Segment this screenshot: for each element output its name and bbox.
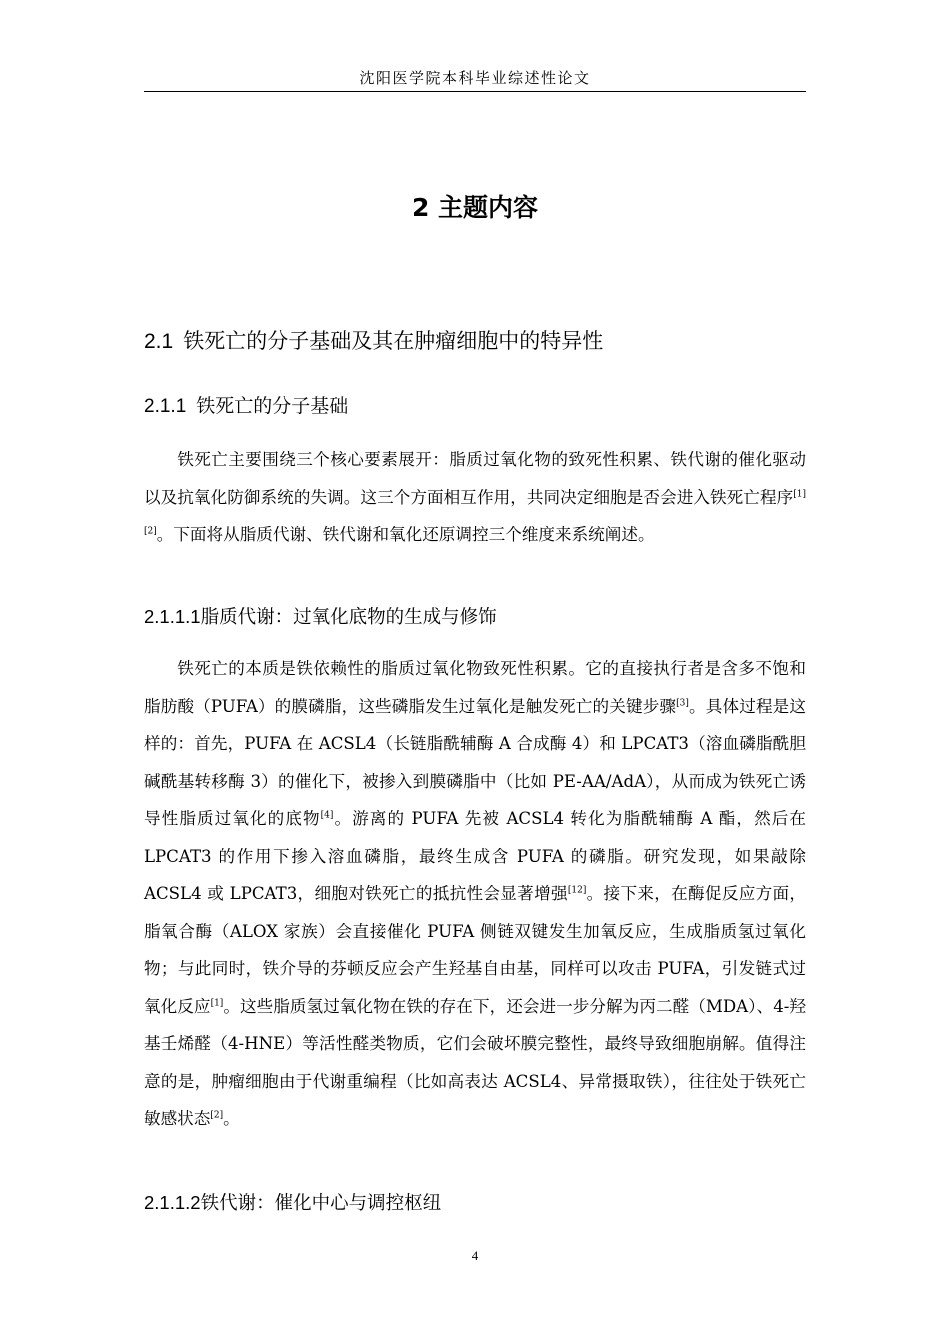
paragraph-text: 铁死亡主要围绕三个核心要素展开：脂质过氧化物的致死性积累、铁代谢的催化驱动以及抗氧化防御系统的失调。这三个方面相互作用，共同决定细胞是否会进入铁死亡程序 (144, 450, 806, 507)
citation: [4] (320, 810, 334, 821)
section-title: 铁代谢：催化中心与调控枢纽 (200, 1193, 442, 1214)
section-heading-2-1-1-1 (144, 601, 806, 634)
section-number: 2.1.1.1 (144, 606, 201, 627)
section-title: 铁死亡的分子基础及其在肿瘤细胞中的特异性 (183, 329, 604, 353)
citation: [3] (676, 697, 689, 708)
citation: [12] (567, 885, 587, 896)
paragraph-text: 。这些脂质氢过氧化物在铁的存在下，还会进一步分解为丙二醛（MDA）、4-羟基壬烯醛（4-HNE）等活性醛类物质，它们会破坏膜完整性，最终导致细胞崩解。值得注意的是，肿瘤细胞由于代谢重编程（比如高表达 ACSL4、异常摄取铁），往往处于铁死亡敏感状态 (144, 996, 806, 1128)
citation: [1] (210, 997, 224, 1008)
paragraph-intro (144, 441, 806, 554)
paragraph-text: 。接下来，在酶促反应方面，脂氧合酶（ALOX 家族）会直接催化 PUFA 侧链双键发生加氧反应，生成脂质氢过氧化物；与此同时，铁介导的芬顿反应会产生羟基自由基，同样可以攻击 PUFA，引发链式过氧化反应 (144, 884, 806, 1016)
paragraph-lipid-metabolism (144, 650, 806, 1138)
citation: [2] (210, 1110, 224, 1121)
section-number: 2.1.1 (144, 396, 187, 417)
paragraph-text: 。 (223, 1109, 240, 1128)
section-title: 铁死亡的分子基础 (196, 395, 349, 417)
page-number: 4 (471, 1248, 479, 1263)
citation: [1][2] (144, 488, 806, 537)
paragraph-text: 。具体过程是这样的：首先，PUFA 在 ACSL4（长链脂酰辅酶 A 合成酶 4）和 LPCAT3（溶血磷脂酰胆碱酰基转移酶 3）的催化下，被掺入到膜磷脂中（比如 PE-AA/AdA），从而成为铁死亡诱导性脂质过氧化的底物 (144, 696, 806, 828)
section-title: 脂质代谢：过氧化底物的生成与修饰 (200, 607, 497, 628)
paragraph-text: 铁死亡的本质是铁依赖性的脂质过氧化物致死性积累。它的直接执行者是含多不饱和脂肪酸（PUFA）的膜磷脂，这些磷脂发生过氧化是触发死亡的关键步骤 (144, 659, 806, 716)
section-heading-2-1-1-2 (144, 1187, 806, 1220)
section-heading-2-1-1 (144, 390, 806, 423)
chapter-title: 2 主题内容 (411, 193, 539, 222)
paragraph-text: 。下面将从脂质代谢、铁代谢和氧化还原调控三个维度来系统阐述。 (156, 525, 655, 544)
section-number: 2.1.1.2 (144, 1192, 201, 1213)
running-header: 沈阳医学院本科毕业综述性论文 (144, 66, 806, 92)
paragraph-text: 。游离的 PUFA 先被 ACSL4 转化为脂酰辅酶 A 酯，然后在 LPCAT3 的作用下掺入溶血磷脂，最终生成含 PUFA 的磷脂。研究发现，如果敲除 ACSL4 或 LPCAT3，细胞对铁死亡的抵抗性会显著增强 (144, 809, 807, 903)
section-number: 2.1 (144, 330, 174, 353)
section-heading-2-1 (144, 324, 806, 359)
